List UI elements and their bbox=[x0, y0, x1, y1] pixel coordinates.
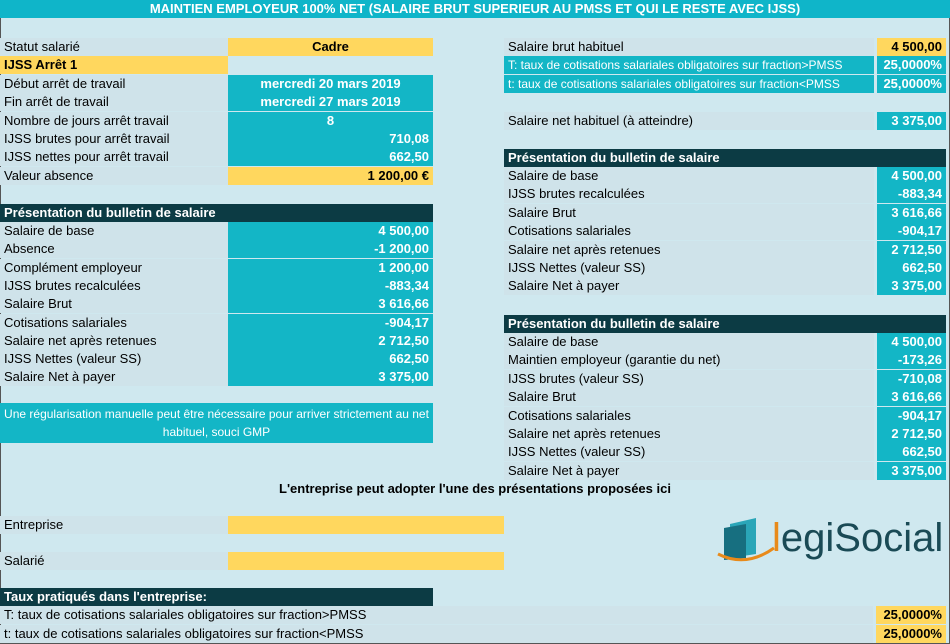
table-row bbox=[0, 625, 946, 643]
table-row bbox=[504, 351, 946, 369]
table-row bbox=[0, 240, 433, 258]
row-value[interactable]: 4 500,00 bbox=[877, 333, 946, 351]
table-row bbox=[504, 443, 946, 461]
row-label: Nombre de jours arrêt travail bbox=[0, 112, 228, 130]
row-label: Absence bbox=[0, 240, 228, 258]
row-label: IJSS brutes recalculées bbox=[504, 185, 874, 203]
table-row bbox=[0, 606, 946, 624]
row-value[interactable]: 1 200,00 € bbox=[228, 167, 433, 185]
table-row bbox=[0, 56, 433, 74]
row-value[interactable]: -904,17 bbox=[877, 222, 946, 240]
row-value[interactable]: 662,50 bbox=[228, 148, 433, 166]
row-label: t: taux de cotisations salariales obligatoires sur fraction<PMSS bbox=[0, 625, 873, 643]
row-value[interactable]: mercredi 27 mars 2019 bbox=[228, 93, 433, 111]
right-bulletin1-header: Présentation du bulletin de salaire bbox=[504, 149, 946, 167]
table-row bbox=[0, 130, 433, 148]
table-row bbox=[504, 75, 946, 93]
row-value[interactable]: 25,0000% bbox=[877, 56, 946, 74]
row-label: Début arrêt de travail bbox=[0, 75, 228, 93]
table-row bbox=[504, 222, 946, 240]
table-row bbox=[504, 167, 946, 185]
row-label: Salaire Brut bbox=[0, 295, 228, 313]
table-row bbox=[504, 407, 946, 425]
entreprise-input[interactable] bbox=[228, 516, 504, 534]
row-value[interactable]: -883,34 bbox=[877, 185, 946, 203]
table-row bbox=[504, 204, 946, 222]
row-label: Valeur absence bbox=[0, 167, 228, 185]
row-label: IJSS nettes pour arrêt travail bbox=[0, 148, 228, 166]
table-row bbox=[504, 333, 946, 351]
legisocial-logo bbox=[716, 514, 946, 564]
row-label: Maintien employeur (garantie du net) bbox=[504, 351, 874, 369]
row-label: Salaire net après retenues bbox=[504, 241, 874, 259]
row-label: T: taux de cotisations salariales obligatoires sur fraction>PMSS bbox=[504, 56, 874, 74]
row-value[interactable]: 8 bbox=[228, 112, 433, 130]
regularisation-note: Une régularisation manuelle peut être nécessaire pour arriver strictement au net habituel, souci GMP bbox=[0, 403, 433, 443]
row-label: IJSS Arrêt 1 bbox=[0, 56, 228, 74]
table-row bbox=[0, 148, 433, 166]
row-label: IJSS Nettes (valeur SS) bbox=[0, 350, 228, 368]
row-label: Salaire net après retenues bbox=[0, 332, 228, 350]
row-value[interactable]: 3 616,66 bbox=[877, 388, 946, 406]
table-row bbox=[504, 370, 946, 388]
table-row bbox=[0, 314, 433, 332]
row-label: IJSS brutes recalculées bbox=[0, 277, 228, 295]
row-label: T: taux de cotisations salariales obligatoires sur fraction>PMSS bbox=[0, 606, 873, 624]
row-label: Salaire de base bbox=[504, 167, 874, 185]
rates-header: Taux pratiqués dans l'entreprise: bbox=[0, 588, 433, 606]
row-value[interactable]: 1 200,00 bbox=[228, 259, 433, 277]
table-row bbox=[504, 241, 946, 259]
row-value[interactable]: -883,34 bbox=[228, 277, 433, 295]
net-habituel-label: Salaire net habituel (à atteindre) bbox=[504, 112, 874, 130]
table-row bbox=[0, 93, 433, 111]
row-label: IJSS Nettes (valeur SS) bbox=[504, 443, 874, 461]
row-value[interactable]: -1 200,00 bbox=[228, 240, 433, 258]
row-label: Salaire brut habituel bbox=[504, 38, 874, 56]
row-label: Salaire Brut bbox=[504, 388, 874, 406]
row-value[interactable]: Cadre bbox=[228, 38, 433, 56]
row-label: Salaire de base bbox=[504, 333, 874, 351]
salarie-label: Salarié bbox=[0, 552, 228, 570]
table-row bbox=[504, 425, 946, 443]
row-value[interactable]: 710,08 bbox=[228, 130, 433, 148]
table-row bbox=[504, 388, 946, 406]
row-label: Cotisations salariales bbox=[504, 407, 874, 425]
table-row bbox=[504, 185, 946, 203]
table-row bbox=[0, 38, 433, 56]
row-label: Salaire Brut bbox=[504, 204, 874, 222]
table-row bbox=[0, 112, 433, 130]
row-value[interactable]: 2 712,50 bbox=[877, 425, 946, 443]
row-value[interactable]: 662,50 bbox=[877, 443, 946, 461]
table-row bbox=[504, 277, 946, 295]
table-row bbox=[504, 56, 946, 74]
row-value[interactable]: 2 712,50 bbox=[877, 241, 946, 259]
row-label: IJSS brutes pour arrêt travail bbox=[0, 130, 228, 148]
row-label: Cotisations salariales bbox=[504, 222, 874, 240]
entreprise-label: Entreprise bbox=[0, 516, 228, 534]
page-title: MAINTIEN EMPLOYEUR 100% NET (SALAIRE BRUT SUPERIEUR AU PMSS ET QUI LE RESTE AVEC IJSS) bbox=[0, 0, 950, 18]
row-value[interactable]: 3 375,00 bbox=[877, 277, 946, 295]
row-label: Complément employeur bbox=[0, 259, 228, 277]
row-label: Statut salarié bbox=[0, 38, 228, 56]
row-label: Salaire Net à payer bbox=[504, 462, 874, 480]
row-value[interactable]: 3 616,66 bbox=[877, 204, 946, 222]
row-value[interactable]: 3 375,00 bbox=[228, 368, 433, 386]
legisocial-logo-icon bbox=[716, 514, 776, 564]
net-habituel-row bbox=[504, 112, 946, 130]
salarie-input[interactable] bbox=[228, 552, 504, 570]
row-value[interactable]: 3 616,66 bbox=[228, 295, 433, 313]
table-row bbox=[0, 277, 433, 295]
row-value[interactable]: -710,08 bbox=[877, 370, 946, 388]
row-label: Cotisations salariales bbox=[0, 314, 228, 332]
row-value[interactable]: -904,17 bbox=[877, 407, 946, 425]
table-row bbox=[504, 38, 946, 56]
row-label: t: taux de cotisations salariales obligatoires sur fraction<PMSS bbox=[504, 75, 874, 93]
row-label: Salaire de base bbox=[0, 222, 228, 240]
net-habituel-value[interactable]: 3 375,00 bbox=[877, 112, 946, 130]
row-label: Salaire Net à payer bbox=[504, 277, 874, 295]
table-row bbox=[0, 295, 433, 313]
table-row bbox=[0, 222, 433, 240]
table-row bbox=[504, 462, 946, 480]
salarie-row bbox=[0, 552, 504, 570]
row-value[interactable]: 662,50 bbox=[877, 259, 946, 277]
row-value[interactable]: mercredi 20 mars 2019 bbox=[228, 75, 433, 93]
right-bulletin2-header: Présentation du bulletin de salaire bbox=[504, 315, 946, 333]
row-value[interactable]: -173,26 bbox=[877, 351, 946, 369]
row-value[interactable]: 25,0000% bbox=[876, 625, 946, 643]
entreprise-row bbox=[0, 516, 504, 534]
table-row bbox=[0, 350, 433, 368]
row-value[interactable]: 3 375,00 bbox=[877, 462, 946, 480]
table-row bbox=[0, 332, 433, 350]
legisocial-logo-text: legiSocial bbox=[772, 516, 944, 560]
table-row bbox=[0, 368, 433, 386]
table-row bbox=[504, 259, 946, 277]
row-value[interactable]: -904,17 bbox=[228, 314, 433, 332]
left-bulletin-header: Présentation du bulletin de salaire bbox=[0, 204, 433, 222]
row-value[interactable]: 25,0000% bbox=[876, 606, 946, 624]
row-value[interactable]: 2 712,50 bbox=[228, 332, 433, 350]
row-label: Salaire Net à payer bbox=[0, 368, 228, 386]
row-value[interactable]: 662,50 bbox=[228, 350, 433, 368]
adopt-text: L'entreprise peut adopter l'une des présentations proposées ici bbox=[279, 481, 671, 496]
row-value[interactable]: 4 500,00 bbox=[228, 222, 433, 240]
table-row bbox=[0, 75, 433, 93]
table-row bbox=[0, 259, 433, 277]
row-label: Salaire net après retenues bbox=[504, 425, 874, 443]
row-label: IJSS brutes (valeur SS) bbox=[504, 370, 874, 388]
row-label: IJSS Nettes (valeur SS) bbox=[504, 259, 874, 277]
row-value[interactable]: 4 500,00 bbox=[877, 38, 946, 56]
table-row bbox=[0, 167, 433, 185]
row-label: Fin arrêt de travail bbox=[0, 93, 228, 111]
row-value[interactable]: 4 500,00 bbox=[877, 167, 946, 185]
row-value[interactable]: 25,0000% bbox=[877, 75, 946, 93]
